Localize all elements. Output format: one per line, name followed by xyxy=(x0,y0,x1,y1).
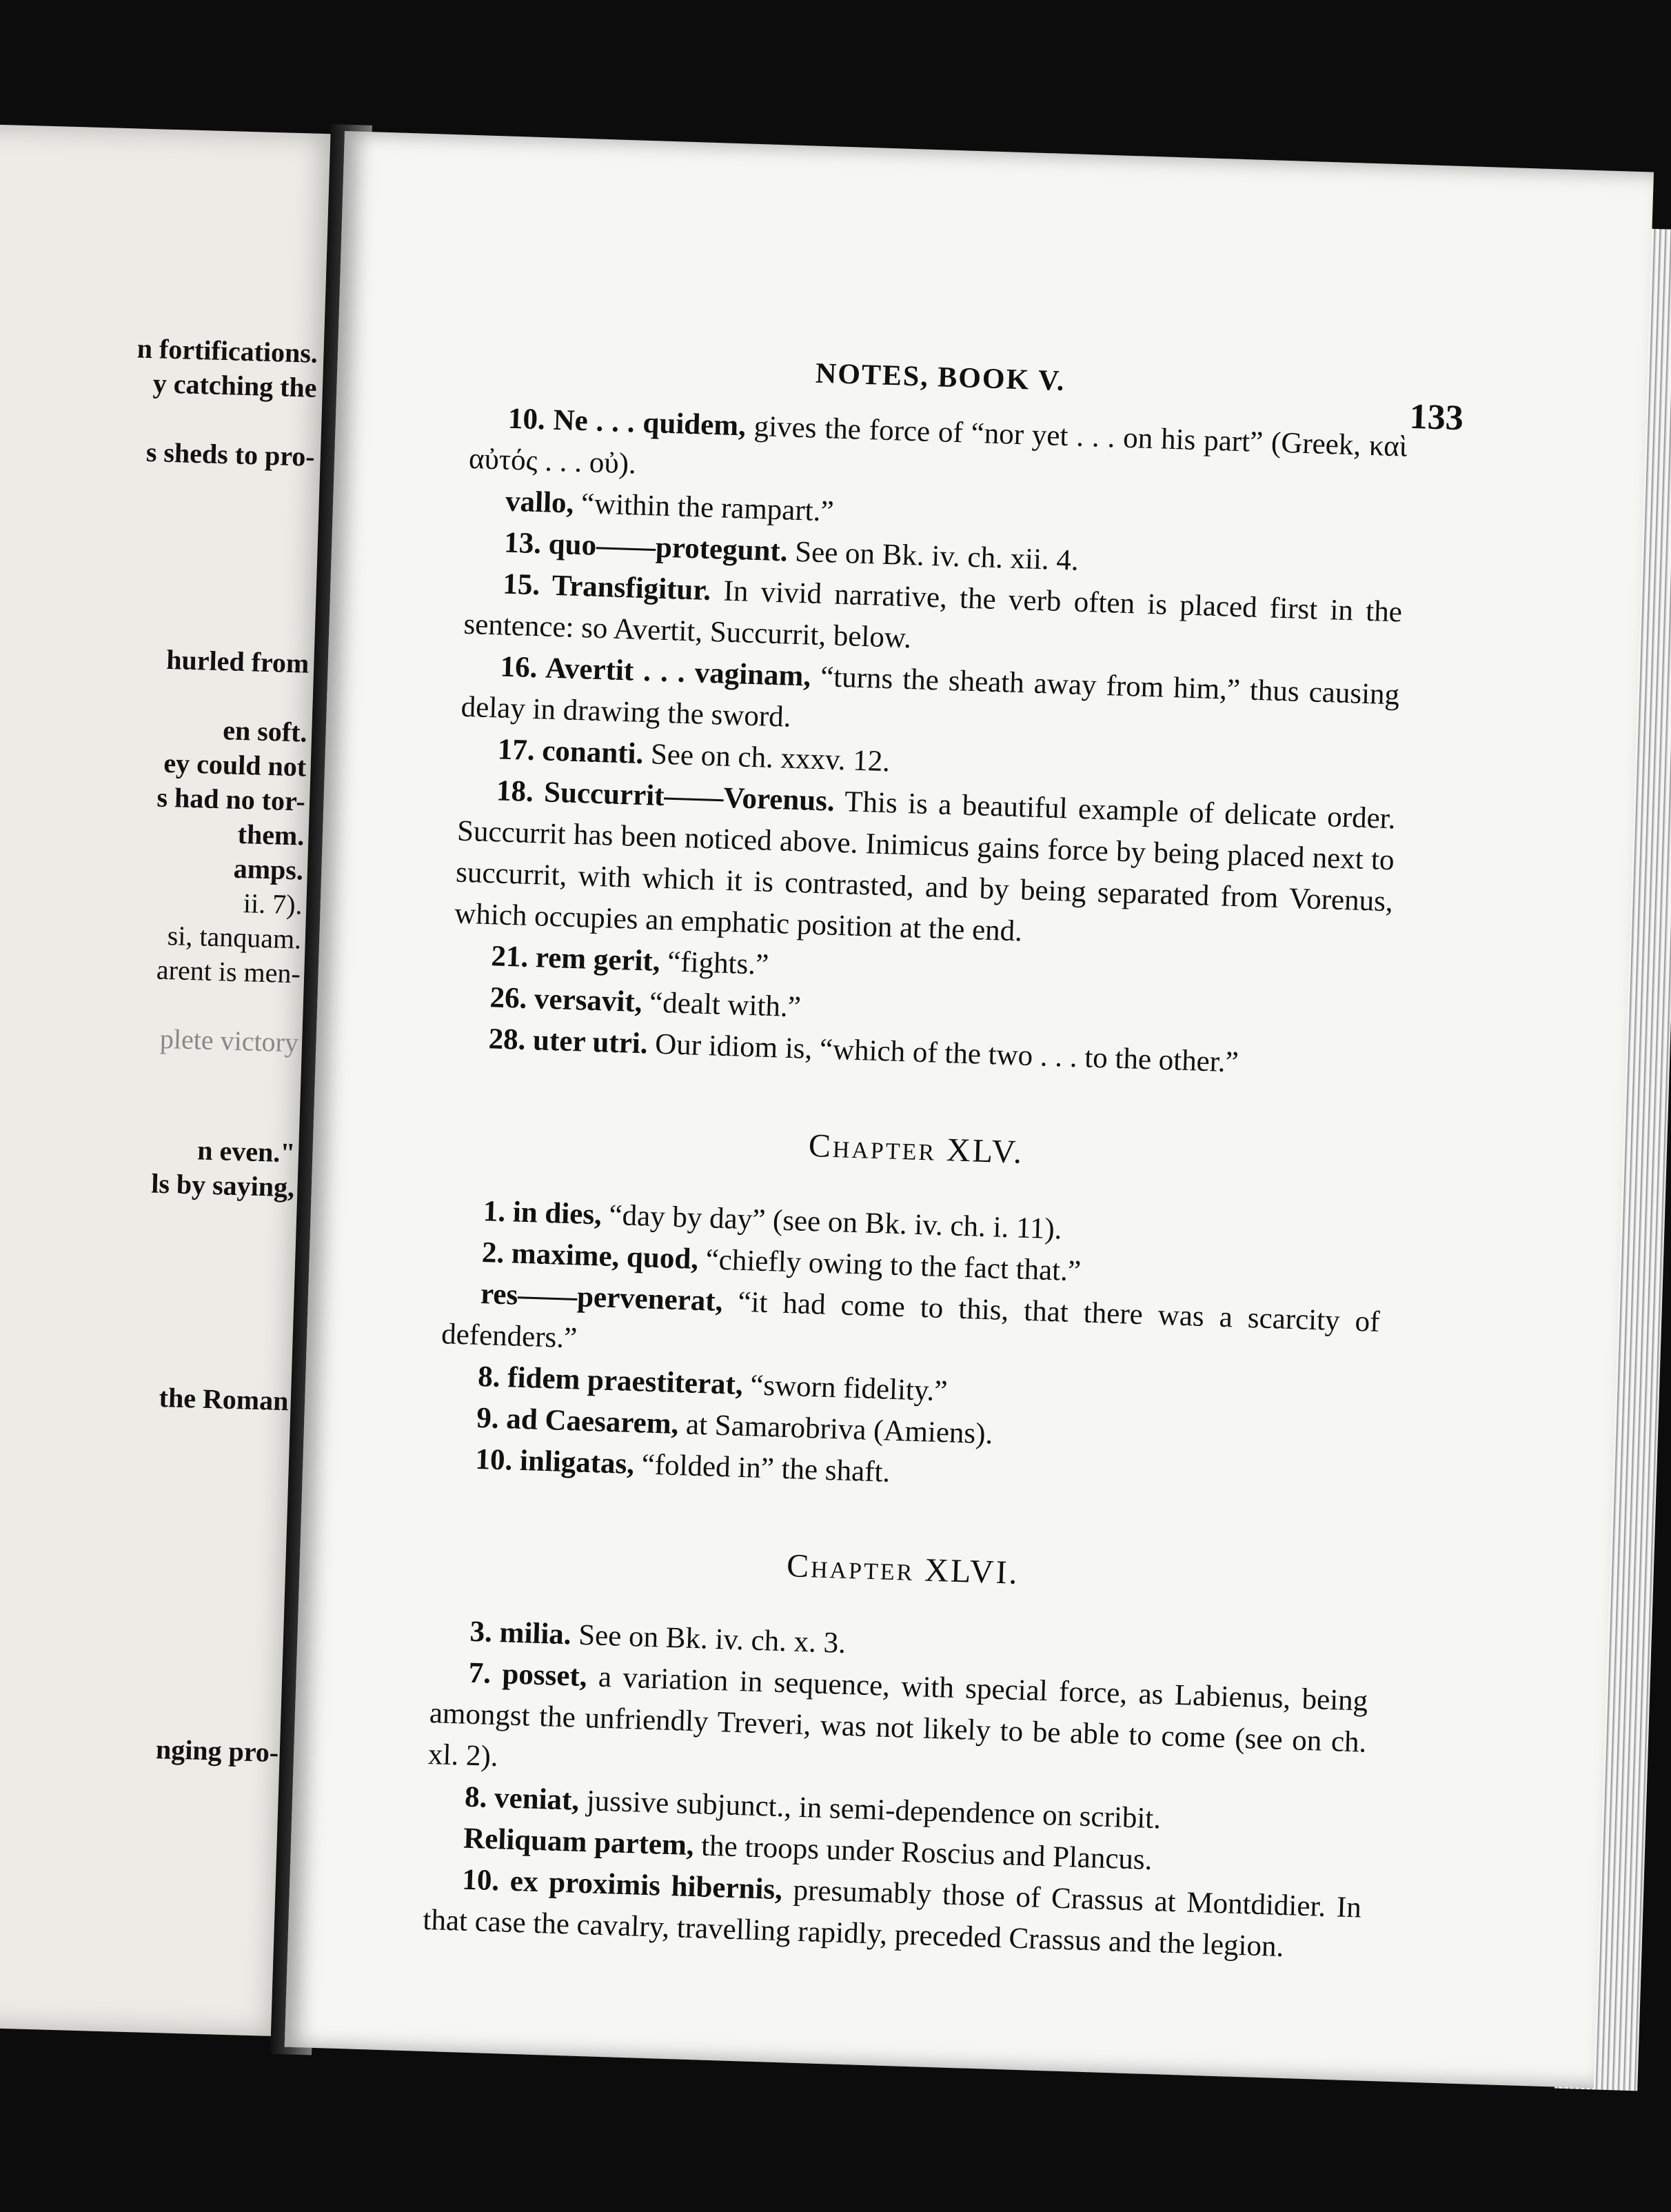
notes-section xyxy=(437,1189,1384,1509)
chapter-heading: Chapter XLV. xyxy=(808,1127,1024,1171)
facing-page-line: si, tanquam. xyxy=(167,920,302,955)
note-gloss: “within the rampart.” xyxy=(573,487,835,528)
notes-section xyxy=(423,1610,1370,1970)
note-lemma: vallo, xyxy=(505,485,575,520)
note-lemma: 28. uter utri. xyxy=(488,1023,649,1060)
note-gloss: jussive subjunct., in semi-dependence on scribit. xyxy=(578,1784,1162,1836)
notes-section xyxy=(450,397,1408,1088)
chapter-heading: Chapter XLVI. xyxy=(786,1547,1020,1591)
note-lemma: 10. Ne . . . quidem, xyxy=(507,402,747,443)
facing-page-line: en soft. xyxy=(222,714,308,748)
note-gloss: Our idiom is, “which of the two . . . to the other.” xyxy=(647,1027,1239,1079)
note-lemma: 21. rem gerit, xyxy=(490,940,661,978)
note-lemma: 10. ex proximis hibernis, xyxy=(461,1863,783,1907)
note-gloss: “folded in” the shaft. xyxy=(634,1448,891,1489)
note-gloss: the troops under Roscius and Plancus. xyxy=(693,1829,1153,1877)
facing-page-line: n even." xyxy=(196,1134,296,1169)
facing-page-line: n fortifications. xyxy=(136,332,318,369)
facing-page-line: them. xyxy=(237,818,305,852)
facing-page-line: y catching the xyxy=(152,368,318,403)
facing-page-line: amps. xyxy=(233,852,304,886)
note-gloss: In vivid narrative, the verb often is placed first in the sentence: so Avertit, Succurrit, below. xyxy=(463,574,1403,655)
facing-page-line: hurled from xyxy=(165,643,310,679)
note-gloss: a variation in sequence, with special force, as Labienus, being amongst the unfriendly Treveri, was not likely to be able to come (see on ch. xl. 2). xyxy=(427,1660,1368,1773)
note-gloss: presumably those of Crassus at Montdidier. In that case the cavalry, travelling rapidly, preceded Crassus and the legion. xyxy=(422,1873,1362,1964)
note-gloss: See on Bk. iv. ch. x. 3. xyxy=(570,1618,847,1660)
note-lemma: 15. Transfigitur. xyxy=(502,567,711,607)
facing-page-line: ey could not xyxy=(163,747,307,783)
note-lemma: res——pervenerat, xyxy=(480,1278,724,1318)
note-lemma: 8. veniat, xyxy=(464,1780,580,1817)
running-head: NOTES, BOOK V. xyxy=(815,357,1066,398)
note-gloss: “dealt with.” xyxy=(641,986,802,1024)
note-gloss: “turns the sheath away from him,” thus causing delay in drawing the sword. xyxy=(460,660,1400,734)
note-gloss: at Samarobriva (Amiens). xyxy=(678,1408,993,1451)
facing-page-line: ls by saying, xyxy=(150,1167,295,1203)
note-lemma: 10. inligatas, xyxy=(474,1442,635,1481)
note-lemma: Reliquam partem, xyxy=(463,1822,695,1862)
page-number: 133 xyxy=(1408,396,1464,439)
facing-page-line: arent is men- xyxy=(156,954,301,989)
facing-page-line: s sheds to pro- xyxy=(145,436,316,472)
note-lemma: 26. versavit, xyxy=(489,981,643,1019)
note-lemma: 1. in dies, xyxy=(483,1195,602,1231)
note-lemma: 8. fidem praestiterat, xyxy=(477,1360,744,1402)
note-lemma: 9. ad Caesarem, xyxy=(476,1401,680,1441)
note-entry xyxy=(454,770,1396,965)
note-lemma: 3. milia. xyxy=(469,1615,572,1651)
note-gloss: “chiefly owing to the fact that.” xyxy=(698,1243,1082,1288)
page-text xyxy=(422,342,1464,1971)
note-lemma: 17. conanti. xyxy=(497,733,645,771)
note-gloss: “fights.” xyxy=(659,945,769,981)
facing-page-line: s had no tor- xyxy=(156,781,306,817)
note-gloss: gives the force of “nor yet . . . on his part” (Greek, καὶ αὐτός . . . οὐ). xyxy=(468,410,1408,481)
note-gloss: “day by day” (see on Bk. iv. ch. i. 11). xyxy=(601,1198,1063,1246)
note-gloss: “sworn fidelity.” xyxy=(742,1369,949,1408)
facing-page-line: ii. 7). xyxy=(243,887,303,921)
note-lemma: 18. Succurrit——Vorenus. xyxy=(496,774,835,818)
facing-page-line: nging pro- xyxy=(155,1733,279,1769)
note-gloss: “it had come to this, that there was a scarcity of defenders.” xyxy=(440,1285,1381,1355)
note-lemma: 16. Avertit . . . vaginam, xyxy=(499,650,811,693)
note-lemma: 13. quo——protegunt. xyxy=(503,526,789,568)
note-lemma: 7. posset, xyxy=(468,1656,588,1693)
note-gloss: See on ch. xxxv. 12. xyxy=(642,738,891,778)
facing-page-line: plete victory xyxy=(159,1023,299,1058)
facing-page-line: the Roman xyxy=(159,1382,290,1417)
note-gloss: See on Bk. iv. ch. xii. 4. xyxy=(787,535,1080,577)
note-lemma: 2. maxime, quod, xyxy=(481,1236,699,1276)
note-gloss: This is a beautiful example of delicate order. Succurrit has been noticed above. Inimicus gains force by being placed next to succurrit, with which it is contrasted, and by being separated from Vorenus, which occupies an emphatic position at the end. xyxy=(454,785,1397,948)
page xyxy=(285,131,1654,2088)
